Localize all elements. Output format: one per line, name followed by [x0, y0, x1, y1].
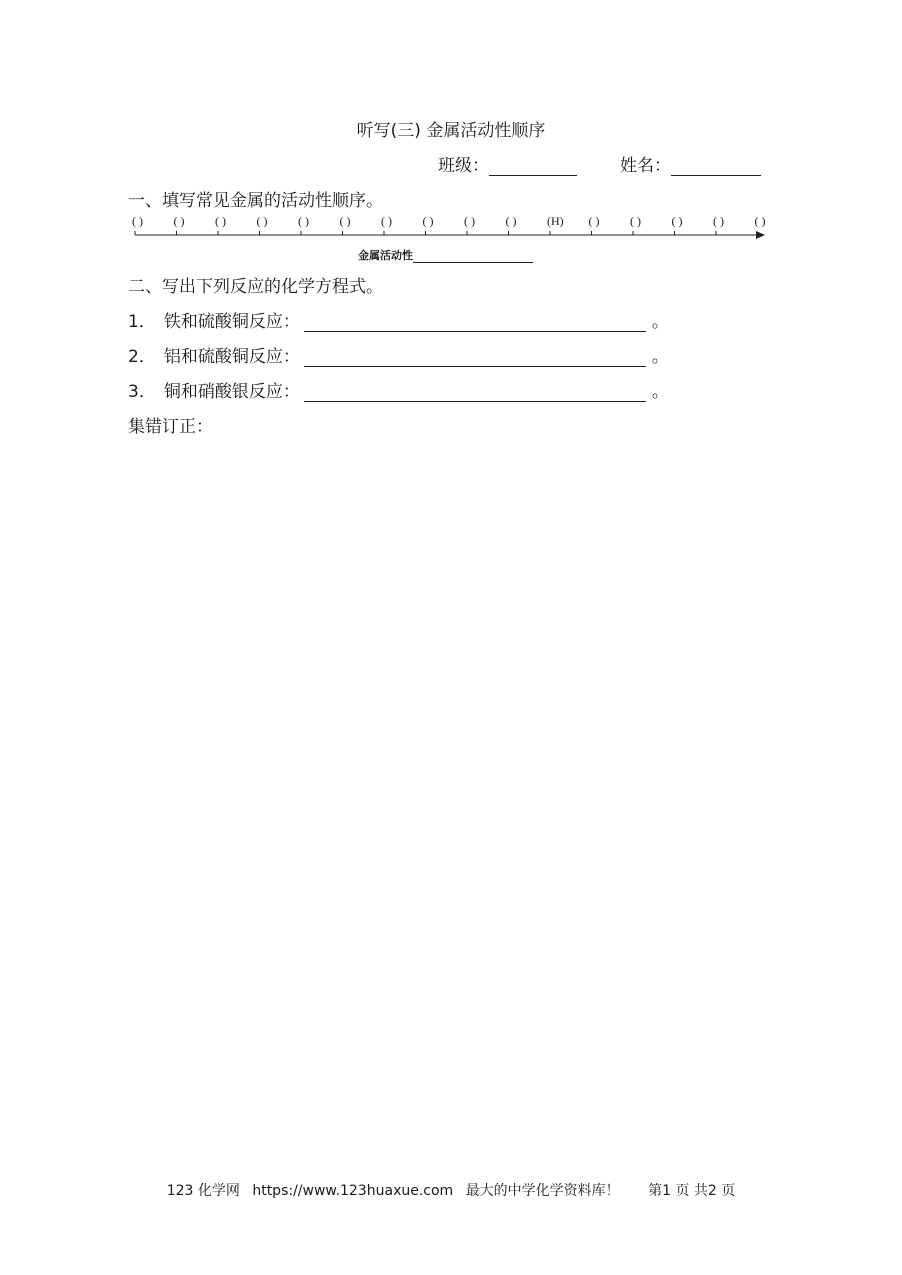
question-2: [128, 342, 669, 367]
slot-1[interactable]: ( ): [132, 214, 143, 228]
axis-arrow-icon: [756, 231, 765, 239]
footer-url[interactable]: https://www.123huaxue.com: [252, 1183, 454, 1199]
class-label: 班级：: [438, 156, 489, 176]
slot-12[interactable]: ( ): [588, 214, 600, 228]
section-1-heading: 一、填写常见金属的活动性顺序。: [128, 191, 383, 211]
answer-blank[interactable]: [304, 383, 646, 402]
name-blank[interactable]: [671, 155, 761, 176]
question-3: [128, 377, 669, 402]
correction-label: 集错订正：: [128, 417, 213, 437]
slot-10[interactable]: ( ): [505, 214, 517, 228]
answer-blank[interactable]: [304, 348, 646, 367]
slot-3[interactable]: ( ): [215, 214, 226, 228]
section-2-heading: 二、写出下列反应的化学方程式。: [128, 277, 383, 297]
slot-4[interactable]: ( ): [256, 214, 268, 228]
page-title: 听写(三) 金属活动性顺序: [356, 121, 546, 141]
slot-9[interactable]: ( ): [464, 214, 475, 228]
slot-11[interactable]: (H): [547, 214, 564, 228]
period: 。: [651, 312, 669, 332]
question-text: 铝和硫酸铜反应：: [163, 347, 300, 367]
name-label: 姓名：: [620, 156, 671, 176]
class-blank[interactable]: [489, 155, 577, 176]
slot-14[interactable]: ( ): [671, 214, 683, 228]
slot-5[interactable]: ( ): [298, 214, 309, 228]
question-number: 1．: [128, 312, 156, 332]
slot-8[interactable]: ( ): [422, 214, 434, 228]
period: 。: [651, 382, 669, 402]
slot-16[interactable]: ( ): [754, 214, 766, 228]
question-number: 2．: [128, 347, 156, 367]
slot-2[interactable]: ( ): [173, 214, 185, 228]
slot-13[interactable]: ( ): [630, 214, 641, 228]
footer-slogan: 最大的中学化学资料库！: [465, 1183, 620, 1199]
axis-label-text: 金属活动性: [358, 250, 413, 262]
axis-label-blank[interactable]: [413, 250, 533, 263]
question-text: 铜和硝酸银反应：: [163, 382, 300, 402]
question-1: [128, 307, 669, 332]
axis-ticks: [135, 231, 737, 235]
name-field: [620, 151, 761, 176]
question-text: 铁和硫酸铜反应：: [163, 312, 300, 332]
footer-page-number: 第1 页 共2 页: [648, 1183, 736, 1199]
period: 。: [651, 347, 669, 367]
slot-15[interactable]: ( ): [713, 214, 724, 228]
axis-label: [358, 247, 533, 263]
class-field: [438, 151, 577, 176]
question-number: 3．: [128, 382, 156, 402]
slot-7[interactable]: ( ): [381, 214, 392, 228]
footer: [0, 1180, 902, 1200]
footer-site: 123 化学网: [166, 1183, 240, 1199]
slot-6[interactable]: ( ): [339, 214, 351, 228]
answer-blank[interactable]: [304, 313, 646, 332]
